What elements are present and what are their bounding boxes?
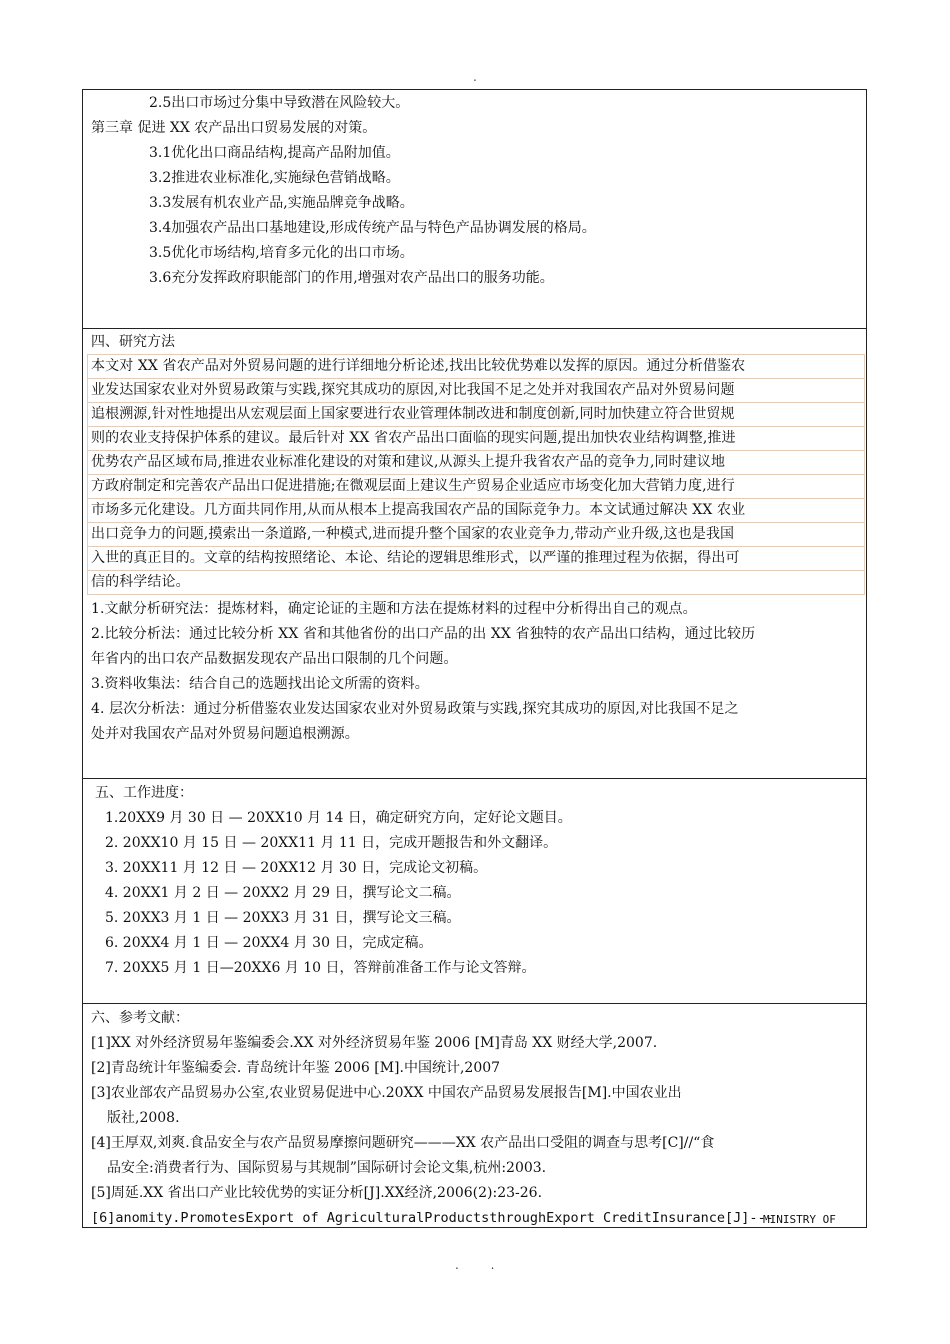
summary-line: 市场多元化建设。几方面共同作用,从而从根本上提高我国农产品的国际竞争力。本文试通过解决 XX 农业: [87, 499, 865, 523]
schedule-item: 4. 20XX1 月 2 日 — 20XX2 月 29 日，撰写论文二稿。: [105, 885, 461, 901]
summary-line: 入世的真正目的。文章的结构按照绪论、本论、结论的逻辑思维形式，以严谨的推理过程为依据，得出可: [87, 547, 865, 571]
schedule-cell: [83, 778, 866, 1003]
methods-cell: [83, 328, 866, 778]
outline-line: 3.2推进农业标准化,实施绿色营销战略。: [149, 170, 400, 186]
schedule-item: 7. 20XX5 月 1 日—20XX6 月 10 日，答辩前准备工作与论文答辩。: [105, 960, 536, 976]
outline-cell: [83, 90, 866, 328]
schedule-item: 5. 20XX3 月 1 日 — 20XX3 月 31 日，撰写论文三稿。: [105, 910, 461, 926]
proposal-table: [82, 89, 867, 1228]
chapter-heading: 第三章 促进 XX 农产品出口贸易发展的对策。: [91, 120, 377, 136]
method-line: 年省内的出口农产品数据发现农产品出口限制的几个问题。: [91, 651, 458, 667]
reference-line: [6]anomity.PromotesExport of AgriculturalProductsthroughExport CreditInsurance[J]---: [91, 1210, 774, 1226]
outline-line: 3.5优化市场结构,培育多元化的出口市场。: [149, 245, 414, 261]
page-top-dot: .: [473, 70, 477, 84]
reference-line: 品安全:消费者行为、国际贸易与其规制”国际研讨会论文集,杭州:2003.: [107, 1160, 547, 1176]
summary-line: 追根溯源,针对性地提出从宏观层面上国家要进行农业管理体制改进和制度创新,同时加快建立符合世贸规: [87, 403, 865, 427]
method-line: 4. 层次分析法：通过分析借鉴农业发达国家农业对外贸易政策与实践,探究其成功的原因,对比我国不足之: [91, 701, 739, 717]
summary-line: 优势农产品区域布局,推进农业标准化建设的对策和建议,从源头上提升我省农产品的竞争力,同时建议地: [87, 451, 865, 475]
schedule-item: 2. 20XX10 月 15 日 — 20XX11 月 11 日，完成开题报告和外文翻译。: [105, 835, 558, 851]
reference-line: [1]XX 对外经济贸易年鉴编委会.XX 对外经济贸易年鉴 2006 [M]青岛 XX 财经大学,2007.: [91, 1035, 658, 1051]
outline-line: 2.5出口市场过分集中导致潜在风险较大。: [149, 95, 410, 111]
schedule-item: 3. 20XX11 月 12 日 — 20XX12 月 30 日，完成论文初稿。: [105, 860, 488, 876]
schedule-item: 1.20XX9 月 30 日 — 20XX10 月 14 日，确定研究方向，定好论文题目。: [105, 810, 572, 826]
method-line: 3.资料收集法：结合自己的选题找出论文所需的资料。: [91, 676, 429, 692]
outline-line: 3.6充分发挥政府职能部门的作用,增强对农产品出口的服务功能。: [149, 270, 554, 286]
reference-line: [5]周延.XX 省出口产业比较优势的实证分析[J].XX经济,2006(2):23-26.: [91, 1185, 543, 1201]
summary-line: 业发达国家农业对外贸易政策与实践,探究其成功的原因,对比我国不足之处并对我国农产品对外贸易问题: [87, 379, 865, 403]
reference-tail-fragment: MINISTRY OF: [763, 1213, 836, 1226]
references-cell: [83, 1003, 866, 1227]
reference-line: [4]王厚双,刘爽.食品安全与农产品贸易摩擦问题研究———XX 农产品出口受阻的调查与思考[C]//“食: [91, 1135, 715, 1151]
outline-line: 3.3发展有机农业产品,实施品牌竞争战略。: [149, 195, 414, 211]
schedule-heading: 五、工作进度：: [95, 785, 193, 801]
reference-line: 版社,2008.: [107, 1110, 180, 1126]
outline-line: 3.4加强农产品出口基地建设,形成传统产品与特色产品协调发展的格局。: [149, 220, 596, 236]
references-heading: 六、参考文献：: [91, 1010, 189, 1026]
reference-line: [3]农业部农产品贸易办公室,农业贸易促进中心.20XX 中国农产品贸易发展报告[M].中国农业出: [91, 1085, 682, 1101]
summary-line: 方政府制定和完善农产品出口促进措施;在微观层面上建议生产贸易企业适应市场变化加大营销力度,进行: [87, 475, 865, 499]
page-bottom-dots: . .: [455, 1258, 509, 1272]
methods-heading: 四、研究方法: [91, 334, 175, 350]
summary-line: 则的农业支持保护体系的建议。最后针对 XX 省农产品出口面临的现实问题,提出加快农业结构调整,推进: [87, 427, 865, 451]
method-line: 1.文献分析研究法：提炼材料，确定论证的主题和方法在提炼材料的过程中分析得出自己的观点。: [91, 601, 697, 617]
summary-line: 出口竞争力的问题,摸索出一条道路,一种模式,进而提升整个国家的农业竞争力,带动产业升级,这也是我国: [87, 523, 865, 547]
reference-line: [2]青岛统计年鉴编委会. 青岛统计年鉴 2006 [M].中国统计,2007: [91, 1060, 501, 1076]
summary-line: 本文对 XX 省农产品对外贸易问题的进行详细地分析论述,找出比较优势难以发挥的原因。通过分析借鉴农: [87, 354, 865, 379]
method-line: 2.比较分析法：通过比较分析 XX 省和其他省份的出口产品的出 XX 省独特的农产品出口结构，通过比较历: [91, 626, 756, 642]
method-line: 处并对我国农产品对外贸易问题追根溯源。: [91, 726, 359, 742]
outline-line: 3.1优化出口商品结构,提高产品附加值。: [149, 145, 400, 161]
summary-line: 信的科学结论。: [87, 571, 865, 595]
schedule-item: 6. 20XX4 月 1 日 — 20XX4 月 30 日，完成定稿。: [105, 935, 433, 951]
